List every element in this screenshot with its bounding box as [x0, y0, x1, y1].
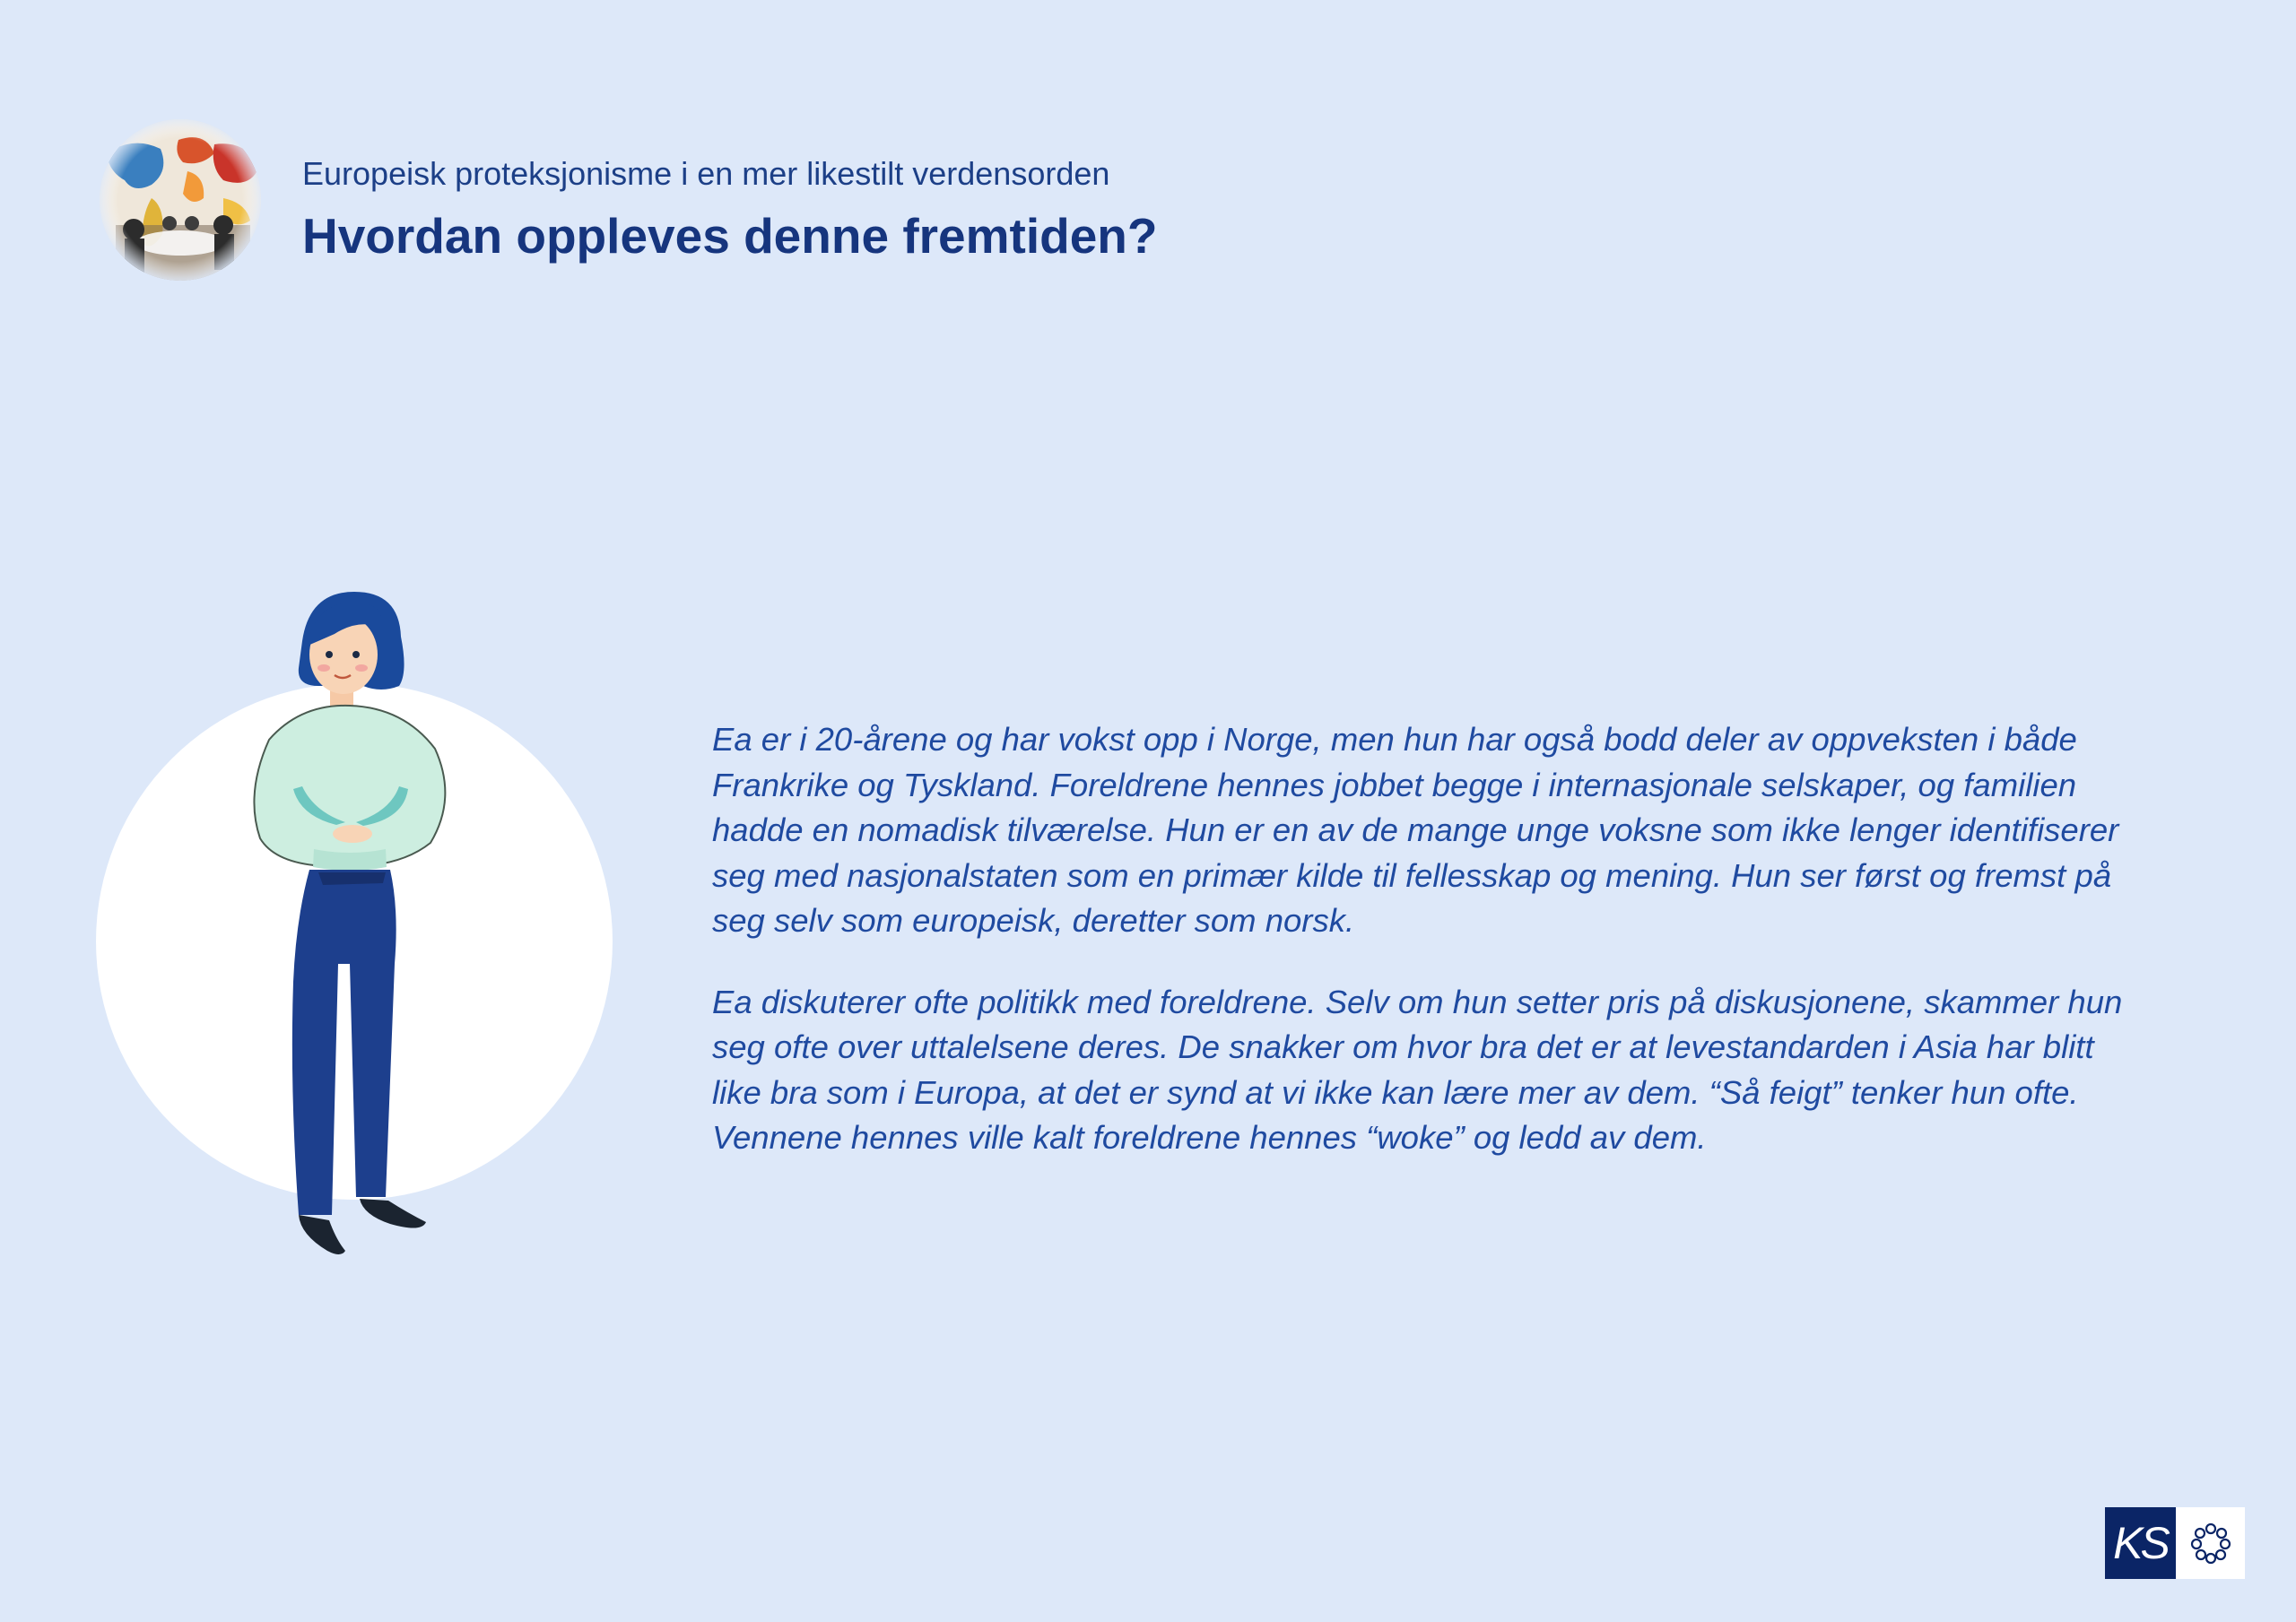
- persona-story: [712, 717, 2129, 1197]
- page-subtitle: Europeisk proteksjonisme i en mer likestilt verdensorden: [302, 155, 1110, 192]
- header-world-map-image: [98, 117, 263, 282]
- story-paragraph-1: Ea er i 20-årene og har vokst opp i Norge, men hun har også bodd deler av oppveksten i både Frankrike og Tyskland. Foreldrene hennes jobbet begge i internasjonale selskaper, og familien hadde en nomadisk tilværelse. Hun er en av de mange unge voksne som ikke lenger identifiserer seg med nasjonalstaten som en primær kilde til fellesskap og mening. Hun ser først og fremst på seg selv som europeisk, deretter som norsk.: [712, 721, 2119, 939]
- ks-logo-text: KS: [2105, 1507, 2176, 1579]
- story-paragraph-2: Ea diskuterer ofte politikk med foreldrene. Selv om hun setter pris på diskusjonene, skammer hun seg ofte over uttalelsene deres. De snakker om hvor bra det er at levestandarden i Asia har blitt like bra som i Europa, at det er synd at vi ikke kan lære mer av dem. “Så feigt” tenker hun ofte. Vennene hennes ville kalt foreldrene hennes “woke” og ledd av dem.: [712, 983, 2123, 1156]
- page-title: Hvordan oppleves denne fremtiden?: [302, 208, 1158, 264]
- persona-illustration: [94, 587, 623, 1287]
- ks-logo: [2105, 1507, 2245, 1579]
- ring-icon: [2176, 1507, 2245, 1579]
